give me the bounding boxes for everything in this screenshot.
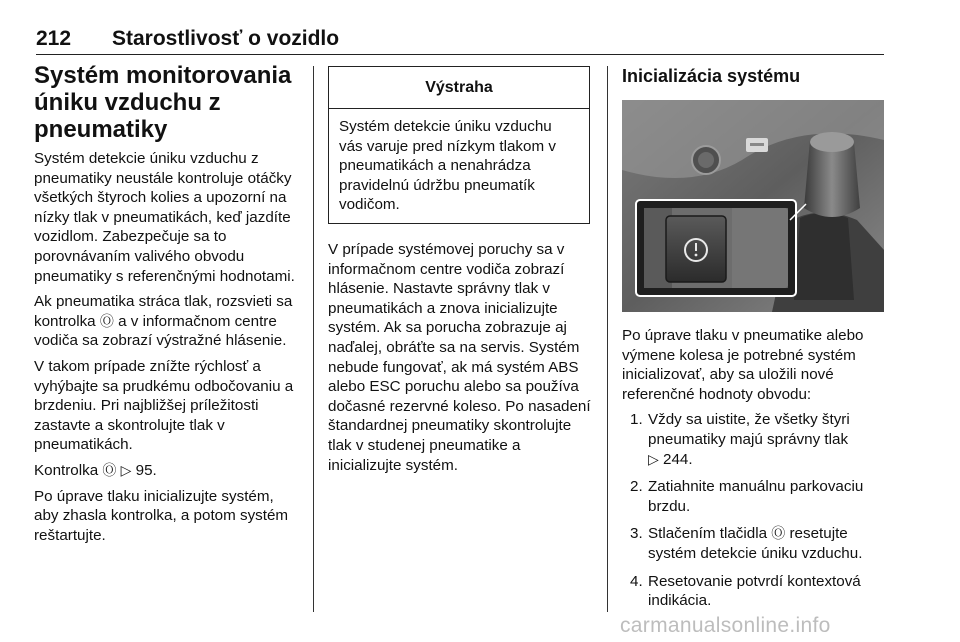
steps-list bbox=[622, 410, 886, 610]
page-reference-arrow-icon: ▷ bbox=[120, 461, 132, 478]
warning-box bbox=[328, 66, 590, 224]
chapter-title: Starostlivosť o vozidlo bbox=[112, 27, 340, 50]
list-item: 3. Stlačením tlačidla Ⓞ resetujte systém detekcie úniku vzduchu. bbox=[630, 525, 863, 562]
page-number: 212 bbox=[36, 27, 72, 50]
text: Kontrolka bbox=[34, 461, 99, 479]
paragraph: Po úprave tlaku inicializujte systém, aby zhasla kontrolka, a potom systém reštartujte. bbox=[34, 487, 289, 544]
subsection-heading: Inicializácia systému bbox=[622, 66, 801, 86]
page-reference[interactable]: 95. bbox=[135, 461, 157, 479]
column-divider bbox=[313, 66, 314, 612]
paragraph bbox=[34, 292, 300, 351]
console-illustration bbox=[622, 100, 884, 312]
list-item: 4. Resetovanie potvrdí kontextová indikácia. bbox=[630, 572, 861, 610]
list-item: 2. Zatiahnite manuálnu parkovaciu brzdu. bbox=[630, 478, 864, 515]
paragraph: V prípade systémovej poruchy sa v informačnom centre vodiča zobrazí hlásenie. Nastavte správny tlak v pneumatikách a znova inicializujte systém. Ak sa porucha zobrazuje aj naďalej, obráťte sa na servis. Systém nebude fungovať, ak má systém ABS alebo ESC poruchu alebo sa používa dočasné rezervné koleso. Po nasadení štandardnej pneumatiky skontrolujte tlak v studenej pneumatike a inicializujte systém. bbox=[328, 240, 591, 474]
left-column bbox=[34, 62, 300, 551]
watermark: carmanualsonline.info bbox=[620, 614, 831, 637]
warning-title: Výstraha bbox=[329, 67, 589, 109]
list-item: 1. Vždy sa uistite, že všetky štyri pneumatiky majú správny tlak ▷ 244. bbox=[630, 411, 850, 468]
section-heading: Systém monitorovania úniku vzduchu z pneumatiky bbox=[34, 62, 292, 143]
warning-body: Systém detekcie úniku vzduchu vás varuje pred nízkym tlakom v pneumatikách a nenahrádza pravidelnú údržbu pneumatík vodičom. bbox=[339, 118, 556, 214]
paragraph: V takom prípade znížte rýchlosť a vyhýbajte sa prudkému odbočovaniu a brzdeniu. Pri najbližšej príležitosti zastavte a skontrolujte tlak v pneumatikách. bbox=[34, 357, 294, 454]
right-column bbox=[622, 64, 886, 619]
tire-pressure-warning-icon: Ⓞ bbox=[771, 525, 786, 542]
column-divider bbox=[607, 66, 608, 612]
text: Ak pneumatika stráca tlak, rozsvieti sa kontrolka bbox=[34, 293, 293, 330]
tire-pressure-warning-icon: Ⓞ bbox=[102, 461, 117, 478]
tire-pressure-warning-icon: Ⓞ bbox=[99, 312, 114, 329]
page-header bbox=[36, 26, 884, 55]
page-reference[interactable]: 244. bbox=[663, 450, 693, 468]
paragraph bbox=[34, 461, 300, 481]
paragraph: Systém detekcie úniku vzduchu z pneumatiky neustále kontroluje otáčky všetkých štyroch kolies a upozorní na nízky tlak v pneumatikách, keď jazdíte vozidlom. Zabezpečuje sa to porovnávaním valivého obvodu pneumatiky s referenčnými hodnotami. bbox=[34, 150, 295, 285]
text: a v informačnom centre vodiča sa zobrazí výstražné hlásenie. bbox=[34, 312, 287, 350]
middle-column bbox=[328, 66, 592, 481]
page-reference-arrow-icon: ▷ bbox=[648, 450, 659, 467]
paragraph: Po úprave tlaku v pneumatike alebo výmene kolesa je potrebné systém inicializovať, aby sa uložili nové referenčné hodnoty obvodu: bbox=[622, 327, 864, 403]
